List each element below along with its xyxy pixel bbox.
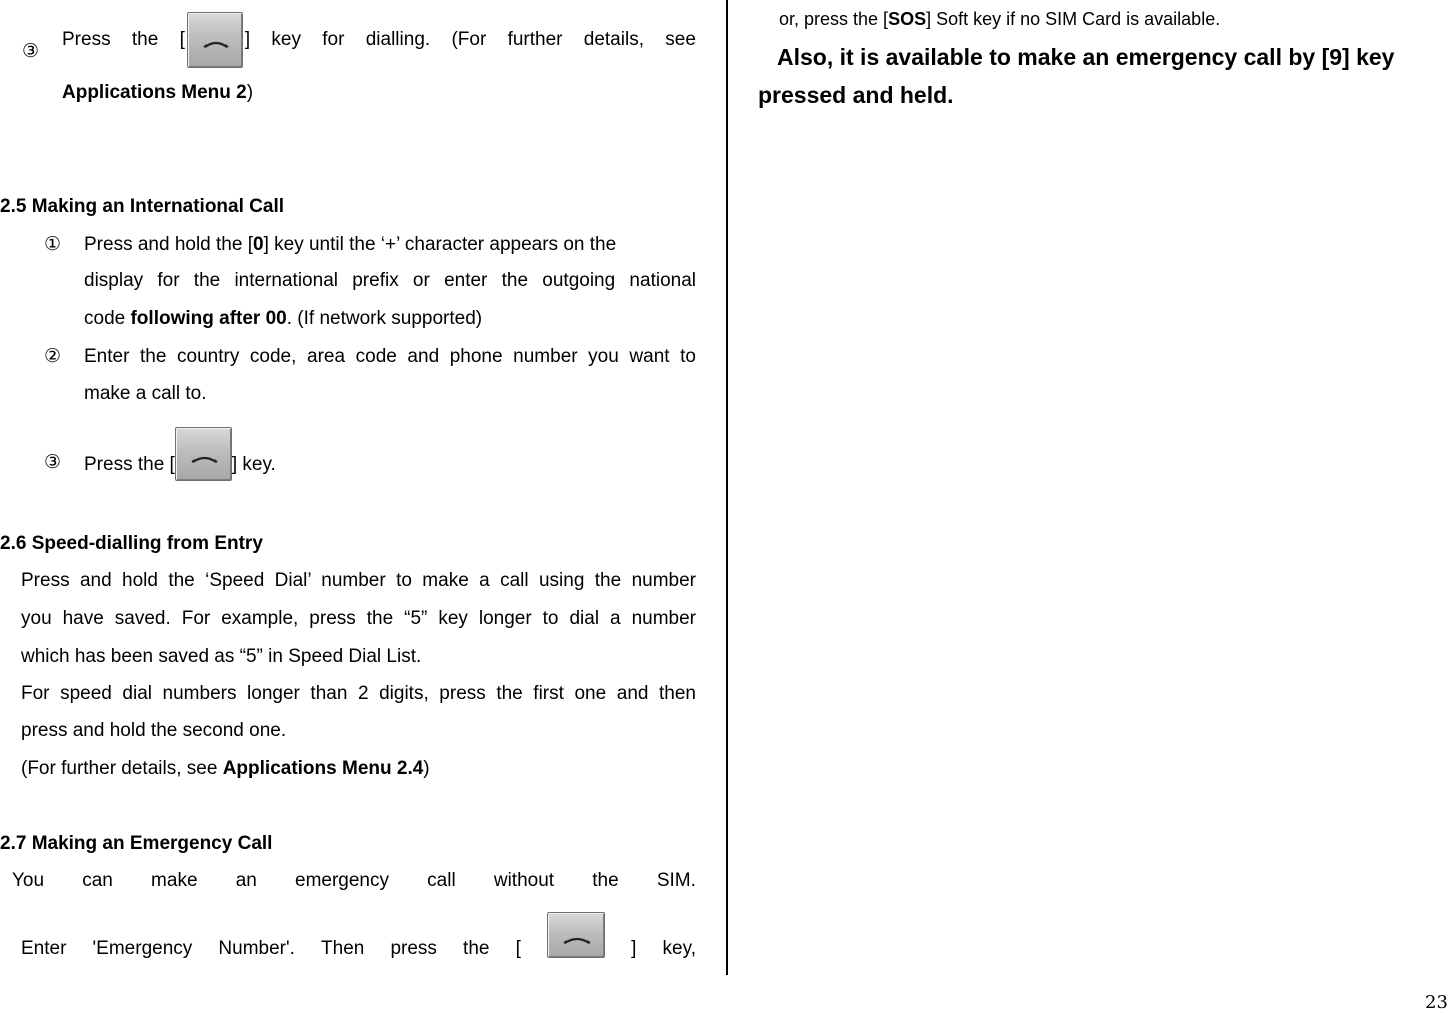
right-line2: Also, it is available to make an emergency call by [9] key xyxy=(777,44,1395,70)
s26-line4: For speed dial numbers longer than 2 digits, press the first one and then xyxy=(21,683,696,704)
word: key, xyxy=(662,938,696,959)
word: Enter xyxy=(21,938,67,959)
word: You xyxy=(12,870,45,891)
menu-reference: Applications Menu 2.4 xyxy=(222,758,424,779)
word: can xyxy=(82,870,113,891)
word: without xyxy=(493,870,555,891)
section-heading-2-7: 2.7 Making an Emergency Call xyxy=(0,833,273,854)
item-marker: ② xyxy=(44,346,62,367)
word: emergency xyxy=(295,870,389,891)
call-key-icon xyxy=(175,427,232,481)
s25-item2-line2: make a call to. xyxy=(84,383,207,404)
text: Press and hold the [ xyxy=(84,234,253,255)
word: dialling. xyxy=(365,29,431,50)
text: (For further details, see xyxy=(21,758,223,779)
word: 'Emergency xyxy=(92,938,193,959)
word: further xyxy=(507,29,563,50)
text: ] key until the ‘+’ character appears on the xyxy=(263,234,617,255)
text: ] key. xyxy=(231,454,276,475)
word: Then xyxy=(321,938,365,959)
word: Number'. xyxy=(218,938,295,959)
call-key-inline xyxy=(180,12,251,68)
word: an xyxy=(235,870,257,891)
text: Press the [ xyxy=(84,454,175,475)
item-marker: ③ xyxy=(44,452,62,473)
s25-item1-line2: display for the international prefix or enter the outgoing national xyxy=(84,270,696,291)
text: code xyxy=(84,308,131,329)
text: or, press the [ xyxy=(779,9,889,29)
bracket-close: ] xyxy=(244,29,251,50)
word: for xyxy=(322,29,345,50)
s27-line2 xyxy=(21,912,696,960)
word: details, xyxy=(583,29,644,50)
word: (For xyxy=(451,29,487,50)
paren: ) xyxy=(246,82,254,103)
s26-line2: you have saved. For example, press the “5” key longer to dial a number xyxy=(21,608,696,629)
word: [ xyxy=(515,938,521,959)
word: key xyxy=(271,29,301,50)
key-label: 0 xyxy=(253,234,264,255)
text: ] Soft key if no SIM Card is available. xyxy=(926,9,1221,29)
s26-line5: press and hold the second one. xyxy=(21,720,287,741)
word: make xyxy=(151,870,198,891)
page-number: 23 xyxy=(1425,992,1448,1013)
right-line1 xyxy=(779,8,1220,30)
call-key-icon xyxy=(187,12,243,68)
right-line3: pressed and held. xyxy=(758,82,954,108)
s25-item3-line xyxy=(84,425,276,481)
s25-item1-line1 xyxy=(84,234,696,256)
column-divider xyxy=(726,0,728,975)
sos-key-label: SOS xyxy=(888,9,927,29)
word: SIM. xyxy=(656,870,696,891)
text: ) xyxy=(423,758,430,779)
step3-top-line2 xyxy=(62,82,253,104)
item-marker: ① xyxy=(44,234,62,255)
s27-line1 xyxy=(12,870,696,892)
word: the xyxy=(592,870,619,891)
word: press xyxy=(390,938,437,959)
section-heading-2-6: 2.6 Speed-dialling from Entry xyxy=(0,533,263,554)
word: ] xyxy=(631,938,637,959)
word: see xyxy=(665,29,696,50)
word: call xyxy=(427,870,456,891)
section-heading-2-5: 2.5 Making an International Call xyxy=(0,196,285,217)
s25-item1-line3 xyxy=(84,308,482,330)
menu-reference: Applications Menu 2 xyxy=(62,82,247,103)
bold-text: following after 00 xyxy=(130,308,287,329)
word: Press xyxy=(62,29,111,50)
s25-item2-line1: Enter the country code, area code and phone number you want to xyxy=(84,346,696,367)
bracket-open: [ xyxy=(179,29,185,50)
step-marker: ③ xyxy=(22,41,40,62)
s26-line6 xyxy=(21,758,430,780)
word: the xyxy=(131,29,159,50)
call-key-icon xyxy=(547,912,605,958)
text: . (If network supported) xyxy=(286,308,483,329)
s26-line1: Press and hold the ‘Speed Dial’ number to make a call using the number xyxy=(21,570,696,591)
s26-line3: which has been saved as “5” in Speed Dial List. xyxy=(21,646,422,667)
word: the xyxy=(463,938,490,959)
line-part xyxy=(84,234,616,256)
step3-top-line1 xyxy=(62,10,696,70)
